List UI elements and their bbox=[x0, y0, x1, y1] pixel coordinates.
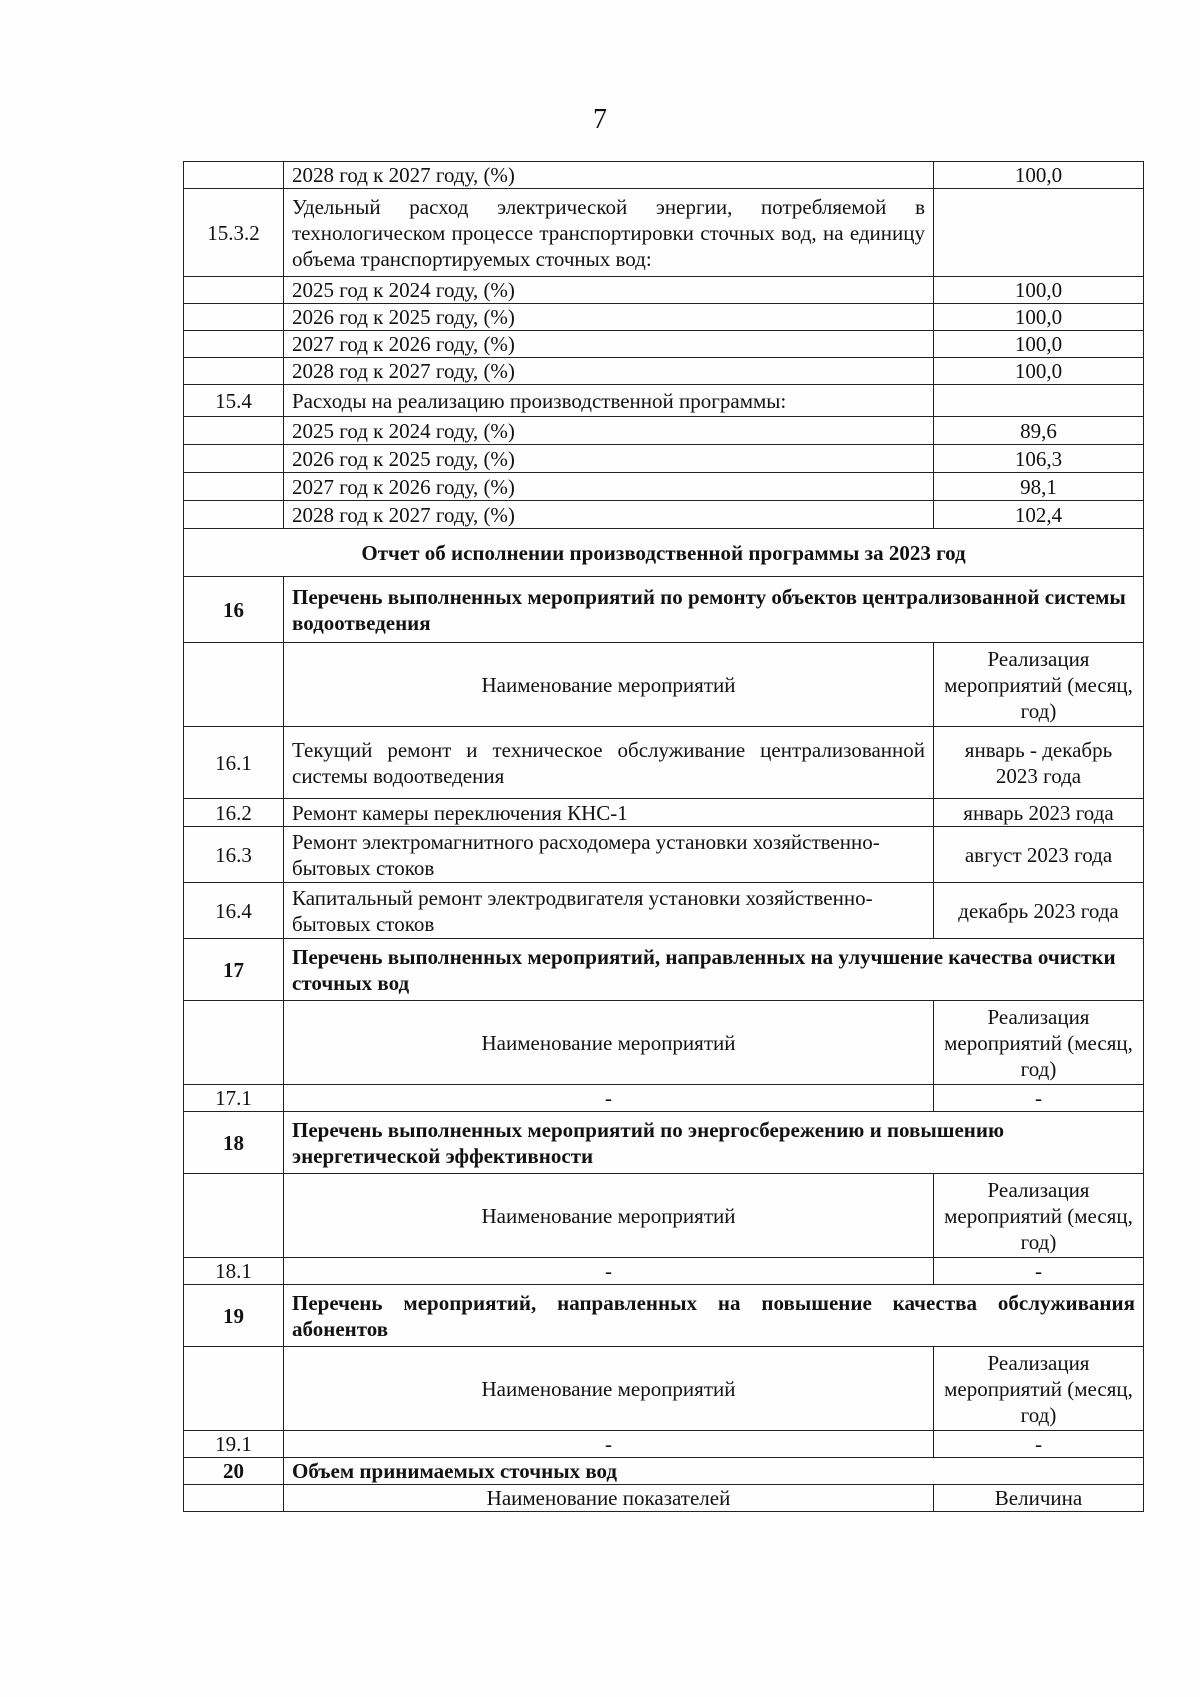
row-number bbox=[184, 162, 284, 189]
row-number: 16.1 bbox=[184, 727, 284, 799]
table-row bbox=[184, 304, 1144, 331]
row-text: 2028 год к 2027 году, (%) bbox=[284, 501, 934, 529]
row-number: 15.4 bbox=[184, 385, 284, 417]
column-header-row bbox=[184, 1001, 1144, 1085]
row-value: 106,3 bbox=[934, 445, 1144, 473]
row-value: 100,0 bbox=[934, 358, 1144, 385]
row-value: 98,1 bbox=[934, 473, 1144, 501]
column-header-implementation: Реализация мероприятий (месяц, год) bbox=[934, 1347, 1144, 1431]
section-title: Объем принимаемых сточных вод bbox=[284, 1458, 1144, 1485]
section-number: 19 bbox=[184, 1285, 284, 1347]
section-header-row bbox=[184, 577, 1144, 643]
row-number: 15.3.2 bbox=[184, 189, 284, 277]
table-row bbox=[184, 189, 1144, 277]
section-header-row bbox=[184, 1458, 1144, 1485]
row-number: 18.1 bbox=[184, 1258, 284, 1285]
column-header-value: Величина bbox=[934, 1485, 1144, 1512]
column-header-implementation: Реализация мероприятий (месяц, год) bbox=[934, 1001, 1144, 1085]
row-text: Расходы на реализацию производственной программы: bbox=[284, 385, 934, 417]
table-row bbox=[184, 417, 1144, 445]
table-row bbox=[184, 385, 1144, 417]
row-number bbox=[184, 304, 284, 331]
column-header-row bbox=[184, 1485, 1144, 1512]
row-text: 2028 год к 2027 году, (%) bbox=[284, 358, 934, 385]
row-text: - bbox=[284, 1258, 934, 1285]
row-number: 16.4 bbox=[184, 883, 284, 939]
row-text: Ремонт электромагнитного расходомера установки хозяйственно-бытовых стоков bbox=[284, 827, 934, 883]
empty-cell bbox=[184, 1347, 284, 1431]
section-title: Перечень выполненных мероприятий по энергосбережению и повышению энергетической эффективности bbox=[284, 1112, 1144, 1174]
row-value: январь - декабрь 2023 года bbox=[934, 727, 1144, 799]
table-row bbox=[184, 1431, 1144, 1458]
row-number bbox=[184, 473, 284, 501]
row-value: - bbox=[934, 1085, 1144, 1112]
column-header-name: Наименование показателей bbox=[284, 1485, 934, 1512]
row-text: 2025 год к 2024 году, (%) bbox=[284, 417, 934, 445]
table-row bbox=[184, 162, 1144, 189]
report-title: Отчет об исполнении производственной программы за 2023 год bbox=[184, 529, 1144, 577]
row-number bbox=[184, 445, 284, 473]
empty-cell bbox=[184, 1485, 284, 1512]
row-number bbox=[184, 277, 284, 304]
row-number: 16.3 bbox=[184, 827, 284, 883]
table-row bbox=[184, 331, 1144, 358]
row-value bbox=[934, 385, 1144, 417]
row-value: 100,0 bbox=[934, 331, 1144, 358]
column-header-implementation: Реализация мероприятий (месяц, год) bbox=[934, 643, 1144, 727]
row-value: январь 2023 года bbox=[934, 799, 1144, 827]
column-header-name: Наименование мероприятий bbox=[284, 643, 934, 727]
row-text: Текущий ремонт и техническое обслуживание централизованной системы водоотведения bbox=[284, 727, 934, 799]
section-header-row bbox=[184, 1112, 1144, 1174]
row-value: декабрь 2023 года bbox=[934, 883, 1144, 939]
table-row bbox=[184, 727, 1144, 799]
empty-cell bbox=[184, 1174, 284, 1258]
row-text: Удельный расход электрической энергии, потребляемой в технологическом процессе транспортировки сточных вод, на единицу объема транспортируемых сточных вод: bbox=[284, 189, 934, 277]
column-header-row bbox=[184, 643, 1144, 727]
row-number: 16.2 bbox=[184, 799, 284, 827]
row-text: 2028 год к 2027 году, (%) bbox=[284, 162, 934, 189]
row-value: 89,6 bbox=[934, 417, 1144, 445]
row-text: 2026 год к 2025 году, (%) bbox=[284, 304, 934, 331]
row-text: Капитальный ремонт электродвигателя установки хозяйственно-бытовых стоков bbox=[284, 883, 934, 939]
row-text: 2027 год к 2026 году, (%) bbox=[284, 473, 934, 501]
table-row bbox=[184, 799, 1144, 827]
section-number: 18 bbox=[184, 1112, 284, 1174]
section-header-row bbox=[184, 1285, 1144, 1347]
table-row bbox=[184, 473, 1144, 501]
row-number: 19.1 bbox=[184, 1431, 284, 1458]
row-value: август 2023 года bbox=[934, 827, 1144, 883]
row-number bbox=[184, 501, 284, 529]
row-number: 17.1 bbox=[184, 1085, 284, 1112]
row-value: - bbox=[934, 1431, 1144, 1458]
table-row bbox=[184, 358, 1144, 385]
row-value: 100,0 bbox=[934, 277, 1144, 304]
row-value: - bbox=[934, 1258, 1144, 1285]
section-number: 16 bbox=[184, 577, 284, 643]
empty-cell bbox=[184, 1001, 284, 1085]
row-text: 2025 год к 2024 году, (%) bbox=[284, 277, 934, 304]
row-value bbox=[934, 189, 1144, 277]
row-text: - bbox=[284, 1431, 934, 1458]
column-header-row bbox=[184, 1347, 1144, 1431]
table-row bbox=[184, 827, 1144, 883]
section-title: Перечень выполненных мероприятий по ремонту объектов централизованной системы водоотведения bbox=[284, 577, 1144, 643]
row-text: 2027 год к 2026 году, (%) bbox=[284, 331, 934, 358]
row-text: 2026 год к 2025 году, (%) bbox=[284, 445, 934, 473]
column-header-name: Наименование мероприятий bbox=[284, 1174, 934, 1258]
row-text: - bbox=[284, 1085, 934, 1112]
table-row bbox=[184, 277, 1144, 304]
table-row bbox=[184, 1085, 1144, 1112]
table-row bbox=[184, 501, 1144, 529]
production-program-table bbox=[183, 161, 1144, 1512]
column-header-name: Наименование мероприятий bbox=[284, 1001, 934, 1085]
empty-cell bbox=[184, 643, 284, 727]
table-row bbox=[184, 1258, 1144, 1285]
column-header-implementation: Реализация мероприятий (месяц, год) bbox=[934, 1174, 1144, 1258]
row-number bbox=[184, 331, 284, 358]
row-value: 100,0 bbox=[934, 304, 1144, 331]
row-value: 100,0 bbox=[934, 162, 1144, 189]
section-number: 20 bbox=[184, 1458, 284, 1485]
column-header-row bbox=[184, 1174, 1144, 1258]
row-text: Ремонт камеры переключения КНС-1 bbox=[284, 799, 934, 827]
row-number bbox=[184, 358, 284, 385]
page-number: 7 bbox=[593, 104, 607, 135]
report-title-row bbox=[184, 529, 1144, 577]
section-header-row bbox=[184, 939, 1144, 1001]
table-row bbox=[184, 883, 1144, 939]
section-title: Перечень мероприятий, направленных на повышение качества обслуживания абонентов bbox=[284, 1285, 1144, 1347]
column-header-name: Наименование мероприятий bbox=[284, 1347, 934, 1431]
row-number bbox=[184, 417, 284, 445]
section-number: 17 bbox=[184, 939, 284, 1001]
row-value: 102,4 bbox=[934, 501, 1144, 529]
table-row bbox=[184, 445, 1144, 473]
section-title: Перечень выполненных мероприятий, направленных на улучшение качества очистки сточных вод bbox=[284, 939, 1144, 1001]
